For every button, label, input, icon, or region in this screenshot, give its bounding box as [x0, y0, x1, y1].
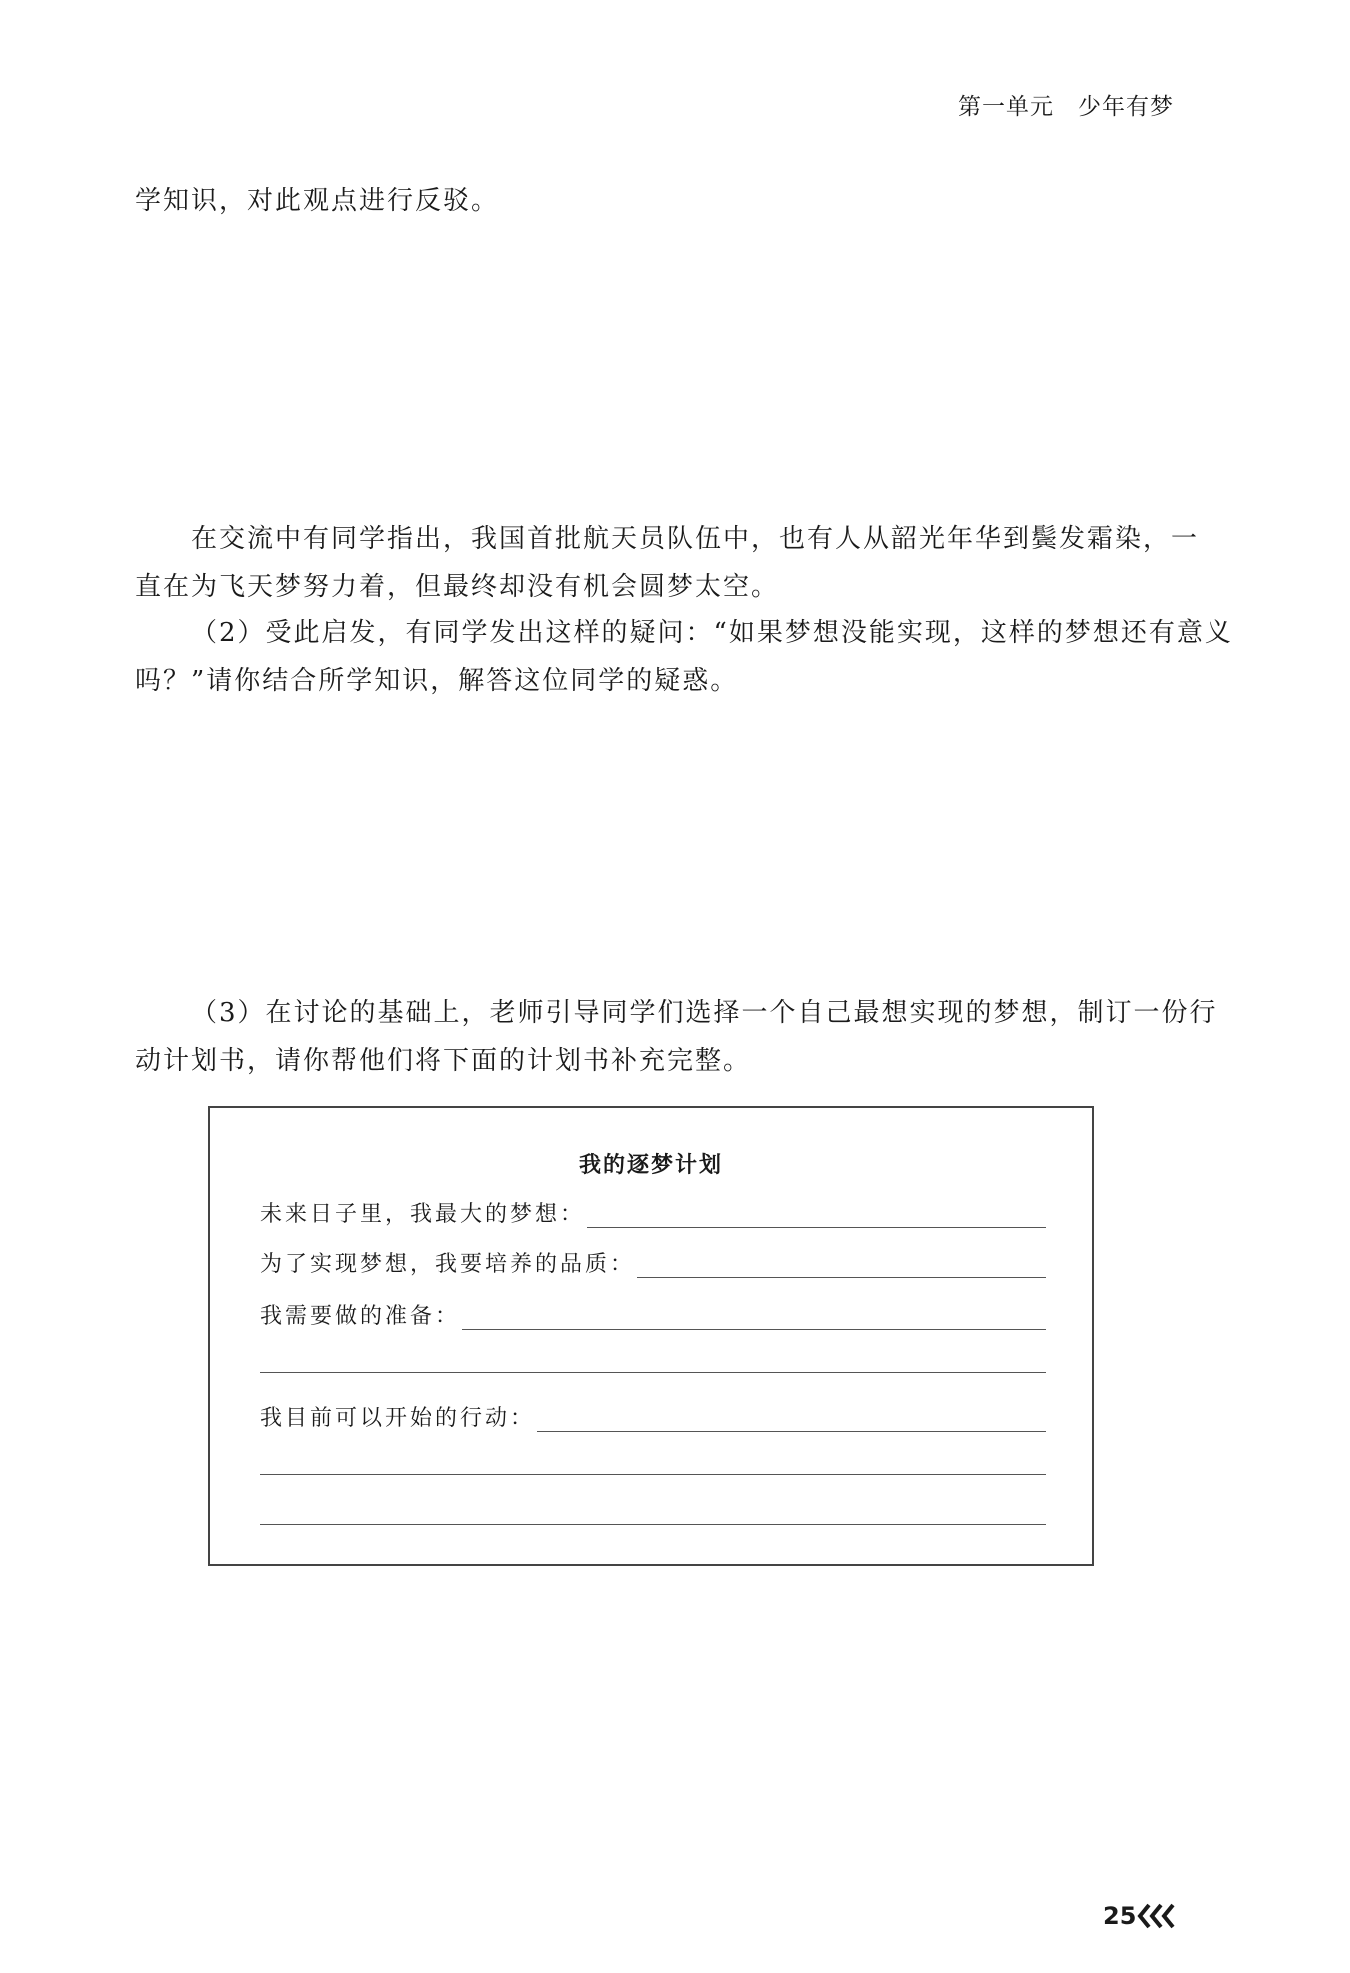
plan-dream-label: 未来日子里，我最大的梦想：: [260, 1202, 586, 1227]
paragraph-rebuttal-end: 学知识，对此观点进行反驳。: [135, 186, 500, 216]
plan-prep-label: 我需要做的准备：: [260, 1304, 461, 1329]
plan-quality-label: 为了实现梦想，我要培养的品质：: [260, 1252, 636, 1277]
paragraph-astronaut-line-2: 直在为飞天梦努力着，但最终却没有机会圆梦太空。: [135, 572, 780, 602]
question-2-line-2: 吗？”请你结合所学知识，解答这位同学的疑惑。: [135, 666, 739, 696]
plan-row-preparation: [260, 1294, 1046, 1330]
plan-row-action: [260, 1396, 1046, 1432]
question-2-line-1: （2）受此启发，有同学发出这样的疑问：“如果梦想没能实现，这样的梦想还有意义: [191, 618, 1233, 648]
question-3-line-1: （3）在讨论的基础上，老师引导同学们选择一个自己最想实现的梦想，制订一份行: [191, 998, 1218, 1028]
plan-action-label: 我目前可以开始的行动：: [260, 1406, 536, 1431]
plan-title: 我的逐梦计划: [578, 1153, 723, 1178]
plan-prep-extra-line[interactable]: [260, 1372, 1046, 1373]
plan-action-extra-line-2[interactable]: [260, 1524, 1046, 1525]
question-3-line-2: 动计划书，请你帮他们将下面的计划书补充完整。: [135, 1046, 752, 1076]
paragraph-astronaut-line-1: 在交流中有同学指出，我国首批航天员队伍中，也有人从韶光年华到鬓发霜染，一: [191, 524, 1200, 554]
unit-header: 第一单元 少年有梦: [958, 94, 1174, 120]
page-number: 25: [1103, 1902, 1137, 1930]
triple-chevron-left-icon: [1136, 1902, 1178, 1930]
plan-row-quality: [260, 1242, 1046, 1278]
plan-prep-blank[interactable]: [462, 1303, 1046, 1330]
dream-plan-box: [208, 1106, 1094, 1566]
plan-row-dream: [260, 1192, 1046, 1228]
plan-dream-blank[interactable]: [587, 1201, 1046, 1228]
plan-quality-blank[interactable]: [637, 1251, 1046, 1278]
plan-action-extra-line-1[interactable]: [260, 1474, 1046, 1475]
plan-action-blank[interactable]: [537, 1405, 1046, 1432]
